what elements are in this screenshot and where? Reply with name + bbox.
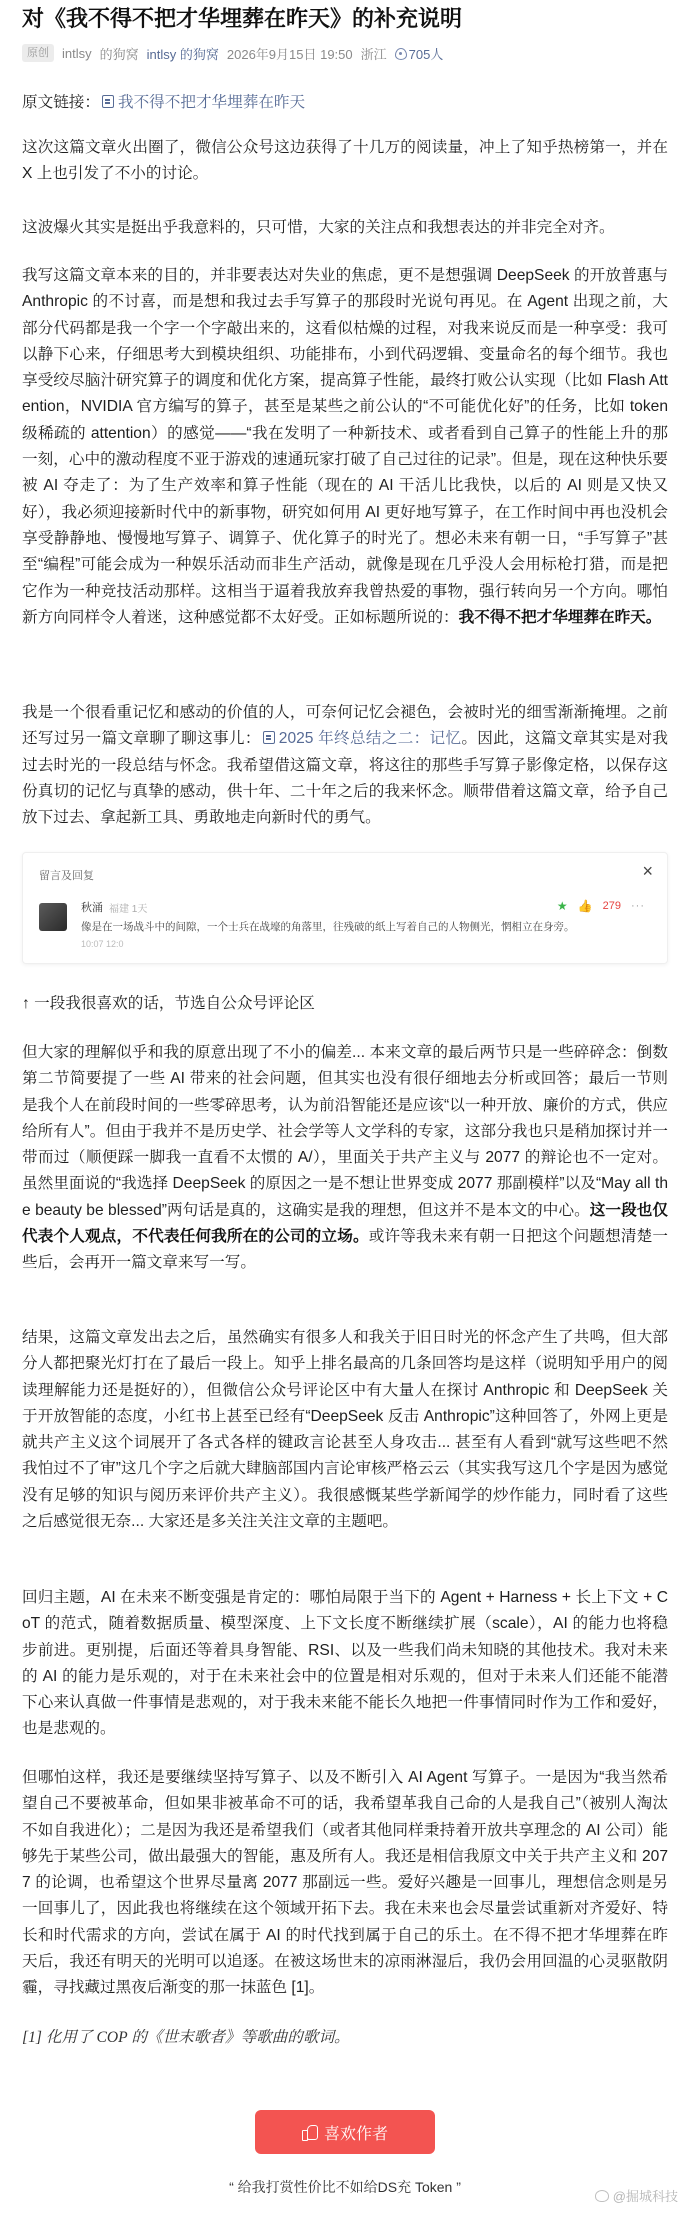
source-link[interactable] bbox=[100, 94, 305, 111]
memory-article-link-text: 2025 年终总结之二：记忆 bbox=[278, 730, 462, 748]
like-icon bbox=[302, 2124, 318, 2140]
article-link-icon bbox=[102, 95, 114, 108]
read-count bbox=[395, 44, 444, 63]
paragraph-6: 结果，这篇文章发出去之后，虽然确实有很多人和我关于旧日时光的怀念产生了共鸣，但大部分人都把聚光灯打在了最后一段上。知乎上排名最高的几条回答均是这样（说明知乎用户的阅读理解能力还是挺好的），但微信公众号评论区中有大量人在探讨 Anthropic 和 DeepSeek 关于开放智能的态度，小红书上甚至已经有“DeepSeek 反击 Anthropic”这种回答了，外网上更是就共产主义这个词展开了各式各样的键政言论甚至人身攻击... 甚至有人看到“就写这些吧不然我怕过不了审”这几个字之后就大肆脑部国内言论审核严格云云（其实我写这几个字是因为感觉没有足够的知识与阅历来评价共产主义）。我很感慨某些学新闻学的炒作能力，同时看了这些之后感觉很无奈... 大家还是多关注关注文章的主题吧。 bbox=[22, 1329, 668, 1531]
comment-username: 秋涌 bbox=[81, 902, 103, 914]
thumbs-up-icon: 👍 bbox=[577, 899, 593, 913]
like-author-label: 喜欢作者 bbox=[323, 2125, 388, 2143]
account-link[interactable]: intlsy 的狗窝 bbox=[146, 46, 219, 62]
author-name: intlsy bbox=[62, 45, 92, 61]
paragraph-5 bbox=[22, 1040, 668, 1277]
article-title: 对《我不得不把才华埋葬在昨天》的补充说明 bbox=[22, 6, 463, 31]
comment-actions bbox=[557, 899, 645, 913]
weibo-icon bbox=[595, 2190, 609, 2202]
read-count-value: 705人 bbox=[408, 46, 444, 62]
star-icon: ★ bbox=[556, 899, 568, 913]
paragraph-7: 回归主题，AI 在未来不断变强是肯定的：哪怕局限于当下的 Agent + Harness + 长上下文 + CoT 的范式，随着数据质量、模型深度、上下文长度不断继续扩展（scale），AI 的能力也将稳步前进。更别提，后面还等着具身智能、RSI、以及一些我们尚未知晓的其他技术。我对未来的 AI 的能力是乐观的，对于在未来社会中的位置是相对乐观的，但对于未来人们还能不能潜下心来认真做一件事情是悲观的，对于我未来能不能长久地把一件事情同时作为工作和爱好，也是悲观的。 bbox=[22, 1589, 668, 1738]
memory-article-link[interactable] bbox=[261, 730, 462, 747]
more-icon: ··· bbox=[631, 900, 645, 912]
original-badge: 原创 bbox=[22, 44, 54, 62]
account-name-plain: 的狗窝 bbox=[99, 46, 139, 62]
paragraph-1: 这次这篇文章火出圈了，微信公众号这边获得了十几万的阅读量，冲上了知乎热榜第一，并在 X 上也引发了不小的讨论。 bbox=[22, 139, 668, 183]
comment-like-count: 279 bbox=[602, 900, 621, 912]
paragraph-3 bbox=[22, 263, 668, 631]
comment-location: 福建 1天 bbox=[109, 903, 148, 915]
comment-header: 留言及回复 bbox=[39, 870, 94, 882]
paragraph-5-text-b: 或许等我未来有朝一日把这个问题想清楚一些后，会再开一篇文章来写一写。 bbox=[22, 1228, 668, 1272]
paragraph-3-text: 我写这篇文章本来的目的，并非要表达对失业的焦虑，更不是想强调 DeepSeek 的开放普惠与 Anthropic 的不讨喜，而是想和我过去手写算子的那段时光说句再见。在 Agent 出现之前，大部分代码都是我一个字一个字敲出来的，这看似枯燥的过程，对我来说反而是一种享受：我可以静下心来，仔细思考大到模块组织、功能排布，小到代码逻辑、变量命名的每个细节。我也享受绞尽脑汁研究算子的调度和优化方案，提高算子性能，最终打败公认实现（比如 Flash Attention，NVIDIA 官方编写的算子，甚至是某些之前公认的“不可能优化好”的任务，比如 token 级稀疏的 attention）的感觉——“我在发明了一种新技术、或者看到自己算子的性能上升的那一刻，心中的激动程度不亚于游戏的速通玩家打破了自己过往的记录”。但是，现在这种快乐要被 AI 夺走了：为了生产效率和算子性能（现在的 AI 干活儿比我快，以后的 AI 则是又快又好），我必须迎接新时代中的新事物，研究如何用 AI 更好地写算子，在工作时间中再也没机会享受静静地、慢慢地写算子、调算子、优化算子的时光了。想必未来有朝一日，“手写算子”甚至“编程”可能会成为一种娱乐活动而非生产活动，就像是现在几乎没人会用标枪打猎，而是把它作为一种竞技活动那样。这相当于逼着我放弃我曾热爱的事物，强行转向另一个方向。哪怕新方向同样令人着迷，这种感觉都不太好受。正如标题所说的： bbox=[22, 267, 668, 626]
image-caption: ↑ 一段我很喜欢的话，节选自公众号评论区 bbox=[22, 995, 315, 1012]
paragraph-4-text-a: 我是一个很看重记忆和感动的价值的人，可奈何记忆会褪色，会被时光的细雪渐渐掩埋。之前还写过另一篇文章聊了聊这事儿： bbox=[22, 704, 668, 748]
avatar bbox=[39, 903, 67, 931]
source-label: 原文链接： bbox=[22, 94, 100, 111]
publish-location: 浙江 bbox=[360, 46, 387, 62]
close-icon: × bbox=[642, 861, 653, 881]
paragraph-2: 这波爆火其实是挺出乎我意料的，只可惜，大家的关注点和我想表达的并非完全对齐。 bbox=[22, 219, 615, 236]
eye-icon bbox=[395, 48, 407, 60]
comment-screenshot bbox=[22, 852, 668, 964]
paragraph-5-text-a: 但大家的理解似乎和我的原意出现了不小的偏差... 本来文章的最后两节只是一些碎碎念：倒数第二节简要提了一些 AI 带来的社会问题，但其实也没有很仔细地去分析或回答；最后一节则是我个人在前段时间的一些零碎思考，认为前沿智能还是应该“以一种开放、廉价的方式，供应给所有人”。但由于我并不是历史学、社会学等人文学科的专家，这部分我也只是稍加探讨并一带而过（顺便踩一脚我一直看不太惯的 A/），里面关于共产主义与 2077 的辩论也不一定对。虽然里面说的“我选择 DeepSeek 的原因之一是不想让世界变成 2077 那副模样”以及“May all the beauty be blessed”两句话是真的，这确实是我的理想，但这并不是本文的中心。 bbox=[22, 1044, 668, 1219]
footnote: [1] 化用了 COP 的《世末歌者》等歌曲的歌词。 bbox=[22, 2029, 350, 2046]
comment-text: 像是在一场战斗中的间隙，一个士兵在战壕的角落里，往残破的纸上写着自己的人物侧光，惘相立在身旁。 bbox=[81, 921, 575, 933]
comment-time: 10:07 12:0 bbox=[81, 939, 124, 949]
article-link-icon bbox=[263, 731, 275, 744]
publish-datetime: 2026年9月15日 19:50 bbox=[226, 46, 353, 62]
article-meta bbox=[22, 42, 672, 64]
watermark-text: @掘城科技 bbox=[612, 2189, 678, 2204]
paragraph-4-text-b: 。因此，这篇文章其实是对我过去时光的一段总结与怀念。我希望借这篇文章，将这往的那些手写算子影像定格，以保存这份真切的记忆与真挚的感动，供十年、二十年之后的我来怀念。顺带借着这篇文章，给予自己放下过去、拿起新工具、勇敢地走向新时代的勇气。 bbox=[22, 730, 668, 827]
source-line bbox=[22, 90, 668, 116]
source-link-text: 我不得不把才华埋葬在昨天 bbox=[117, 94, 306, 111]
paragraph-4 bbox=[22, 700, 668, 831]
comment-user bbox=[81, 899, 147, 915]
reward-note: “ 给我打赏性价比不如给DS充 Token ” bbox=[229, 2179, 461, 2195]
watermark bbox=[595, 2186, 678, 2205]
like-author-button[interactable] bbox=[255, 2110, 435, 2154]
paragraph-3-bold: 我不得不把才华埋葬在昨天。 bbox=[458, 608, 662, 626]
paragraph-8: 但哪怕这样，我还是要继续坚持写算子、以及不断引入 AI Agent 写算子。一是因为“我当然希望自己不要被革命，但如果非被革命不可的话，我希望革我自己命的人是我自己”（被别人淘汰不如自我进化）；二是因为我还是希望我们（或者其他同样秉持着开放共享理念的 AI 公司）能够先于某些公司，做出最强大的智能，惠及所有人。我还是相信我原文中关于共产主义和 2077 的论调，也希望这个世界尽量离 2077 那副远一些。爱好兴趣是一回事儿，理想信念则是另一回事儿了，因此我也将继续在这个领域开拓下去。我在未来也会尽量尝试重新对齐爱好、特长和时代需求的方向，尝试在属于 AI 的时代找到属于自己的乐土。在不得不把才华埋葬在昨天后，我还有明天的光明可以追逐。在被这场世末的凉雨淋湿后，我仍会用回温的心灵驱散阴霾，寻找藏过黑夜后渐变的那一抹蓝色 [1]。 bbox=[22, 1769, 668, 1997]
paragraph-5-bold: 这一段也仅代表个人观点，不代表任何我所在的公司的立场。 bbox=[22, 1201, 668, 1246]
